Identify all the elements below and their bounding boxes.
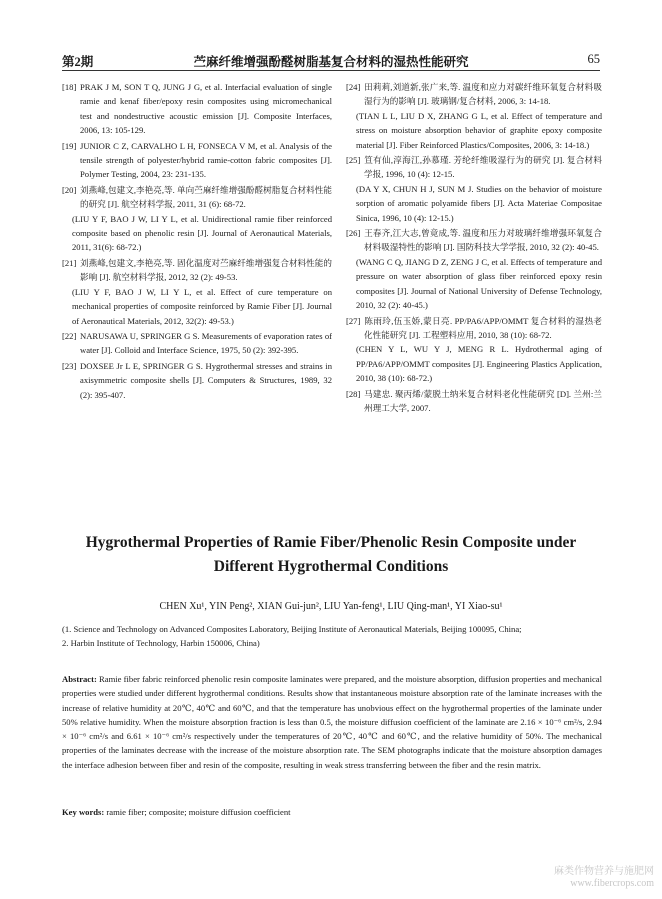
- reference-line: (TIAN L L, LIU D X, ZHANG G L, et al. Effect of temperature and stress on moisture absorption behavior of graphite epoxy composite material [J]. Fiber Reinforced Plastics/Composites, 2006, 3: 14-18.): [356, 110, 602, 150]
- reference-text: [346, 153, 602, 182]
- reference-line: PRAK J M, SON T Q, JUNG J G, et al. Interfacial evaluation of single ramie and kenaf fiber/epoxy resin composites using micromechanical test and nondestructive acoustic emission [J]. Composite Interfaces, 2006, 13: 105-129.: [80, 82, 332, 136]
- reference-line: 王春齐,江大志,曾竟成,等. 温度和压力对玻璃纤维增强环氧复合材料吸湿特性的影响 [J]. 国防科技大学学报, 2010, 32 (2): 40-45.: [364, 228, 602, 253]
- reference-line: 陈雨玲,伍玉娇,蒙日亮. PP/PA6/APP/OMMT 复合材料的湿热老化性能研究 [J]. 工程塑料应用, 2010, 38 (10): 68-72.: [364, 315, 602, 340]
- reference-entry: [62, 256, 332, 328]
- reference-translation: [346, 109, 602, 152]
- reference-line: (DA Y X, CHUN H J, SUN M J. Studies on the behavior of moisture sorption of aromatic polyamide fibers [J]. Acta Materiae Compositae Sinica, 1996, 10 (4): 12-15.): [356, 183, 602, 223]
- reference-text: [62, 139, 332, 182]
- reference-line: (LIU Y F, BAO J W, LI Y L, et al. Unidirectional ramie fiber reinforced composite based on phenolic resin [J]. Journal of Aeronautical Materials, 2011, 31(6): 68-72.): [72, 213, 332, 253]
- reference-line: (CHEN Y L, WU Y J, MENG R L. Hydrothermal aging of PP/PA6/APP/OMMT composites [J]. Engineering Plastics Application, 2010, 38 (10): 68-72.): [356, 344, 602, 384]
- reference-entry: [346, 153, 602, 225]
- reference-line: 刘燕峰,包建文,李艳亮,等. 单向苎麻纤维增强酚醛树脂复合材料性能的研究 [J]. 航空材料学报, 2011, 31 (6): 68-72.: [80, 184, 332, 210]
- reference-number: [21]: [62, 257, 77, 268]
- reference-number: [25]: [346, 155, 361, 166]
- reference-entry: [62, 359, 332, 402]
- keywords-label: Key words:: [62, 807, 105, 817]
- issue-number: 第2期: [62, 55, 94, 69]
- english-authors: CHEN Xu¹, YIN Peng², XIAN Gui-jun², LIU Yan-feng¹, LIU Qing-man¹, YI Xiao-su¹: [159, 601, 503, 612]
- reference-line: (LIU Y F, BAO J W, LI Y L, et al. Effect of cure temperature on mechanical properties of composite reinforced by Ramie Fiber [J]. Journal of Aeronautical Materials, 2012, 32(2): 49-53.): [72, 286, 332, 326]
- reference-line: 刘燕峰,包建文,李艳亮,等. 固化温度对苎麻纤维增强复合材料性能的影响 [J]. 航空材料学报, 2012, 32 (2): 49-53.: [80, 257, 332, 283]
- reference-text: [346, 387, 602, 416]
- reference-entry: [62, 183, 332, 255]
- reference-number: [26]: [346, 228, 361, 239]
- reference-text: [346, 314, 602, 343]
- reference-line: JUNIOR C Z, CARVALHO L H, FONSECA V M, et al. Analysis of the tensile strength of polyester/hybrid ramie-cotton fabric composites [J]. Polymer Testing, 2004, 23: 231-135.: [80, 140, 332, 180]
- reference-number: [20]: [62, 184, 77, 195]
- reference-text: [346, 226, 602, 255]
- reference-number: [24]: [346, 82, 361, 92]
- watermark: [554, 866, 654, 890]
- reference-number: [27]: [346, 315, 361, 326]
- reference-line: DOXSEE Jr L E, SPRINGER G S. Hygrothermal stresses and strains in axisymmetric composite shells [J]. Computers & Structures, 1989, 32 (2): 395-407.: [80, 360, 332, 400]
- reference-text: [62, 256, 332, 285]
- reference-translation: [346, 182, 602, 225]
- reference-entry: [62, 139, 332, 182]
- reference-text: [62, 80, 332, 138]
- abstract-text: Ramie fiber fabric reinforced phenolic resin composite laminates were prepared, and the moisture absorption, diffusion properties and mechanical properties were studied under different hygrothermal conditions. Results show that instantaneous moisture absorption rate of the laminate increases with the increase of relative humidity at 20℃, 40℃ and 60℃, and that the temperature has unobvious effect on the hygrothermal properties of the laminate under 50% relative humidity. When the moisture absorption fraction is less than 0.5, the moisture diffusion coefficient of the laminate are 2.16 × 10⁻⁶ cm²/s, 2.94 × 10⁻⁶ cm²/s and 6.61 × 10⁻⁶ cm²/s respectively under the temperatures of 20℃, 40℃ and 60℃, and the relative humidity of 50%. The mechanical properties of the laminates decrease with the increase of the moisture absorption rate. The SEM photographs indicate that the moisture absorption damages the interface adhesion between fiber and resin of the composite, resulting in weak stress transferring between the fiber and the resin matrix.: [62, 674, 602, 770]
- references-left-column: [62, 80, 332, 403]
- reference-translation: [346, 255, 602, 313]
- english-affiliations: [62, 622, 602, 650]
- reference-text: [62, 359, 332, 402]
- affiliation-line: (1. Science and Technology on Advanced Composites Laboratory, Beijing Institute of Aeronautical Materials, Beijing 100095, China;: [62, 624, 522, 634]
- reference-entry: [346, 226, 602, 312]
- reference-text: [62, 329, 332, 358]
- reference-number: [18]: [62, 82, 77, 92]
- english-title: Hygrothermal Properties of Ramie Fiber/Phenolic Resin Composite under Different Hygrothermal Conditions: [85, 534, 577, 575]
- reference-number: [28]: [346, 388, 361, 399]
- references-right-column: [346, 80, 602, 416]
- reference-entry: [62, 329, 332, 358]
- reference-entry: [346, 387, 602, 416]
- reference-number: [19]: [62, 140, 77, 151]
- reference-number: [23]: [62, 360, 77, 371]
- reference-entry: [346, 80, 602, 152]
- running-header: [62, 52, 600, 70]
- reference-line: NARUSAWA U, SPRINGER G S. Measurements of evaporation rates of water [J]. Colloid and Interface Science, 1975, 50 (2): 392-395.: [80, 330, 332, 356]
- page-number: 65: [587, 52, 600, 66]
- reference-line: 笪有仙,淳海江,孙慕瑾. 芳纶纤维吸湿行为的研究 [J]. 复合材料学报, 1996, 10 (4): 12-15.: [364, 155, 602, 180]
- watermark-line: 麻类作物营养与施肥网: [554, 866, 654, 877]
- keywords: [62, 807, 602, 817]
- reference-text: [346, 80, 602, 109]
- reference-translation: [346, 342, 602, 385]
- reference-line: 马建忠. 聚丙烯/蒙脱土纳米复合材料老化性能研究 [D]. 兰州:兰州理工大学, 2007.: [364, 388, 602, 413]
- reference-translation: [62, 212, 332, 255]
- reference-entry: [62, 80, 332, 138]
- reference-translation: [62, 285, 332, 328]
- keywords-text: ramie fiber; composite; moisture diffusion coefficient: [104, 807, 291, 817]
- reference-entry: [346, 314, 602, 386]
- header-rule: [62, 70, 600, 71]
- reference-line: 田莉莉,刘道新,张广来,等. 温度和应力对碳纤维环氧复合材料吸湿行为的影响 [J]. 玻璃钢/复合材料, 2006, 3: 14-18.: [364, 82, 602, 107]
- watermark-line: www.fibercrops.com: [570, 878, 654, 889]
- reference-number: [22]: [62, 330, 77, 341]
- running-title: 苎麻纤维增强酚醛树脂基复合材料的湿热性能研究: [193, 55, 469, 69]
- abstract: [62, 672, 602, 772]
- reference-text: [62, 183, 332, 212]
- reference-line: (WANG C Q, JIANG D Z, ZENG J C, et al. Effects of temperature and pressure on water absorption of glass fiber reinforced epoxy resin composites [J]. Journal of National University of Defense Technology, 2010, 32 (2): 40-45.): [356, 256, 602, 311]
- abstract-label: Abstract:: [62, 674, 97, 684]
- affiliation-line: 2. Harbin Institute of Technology, Harbin 150006, China): [62, 638, 260, 648]
